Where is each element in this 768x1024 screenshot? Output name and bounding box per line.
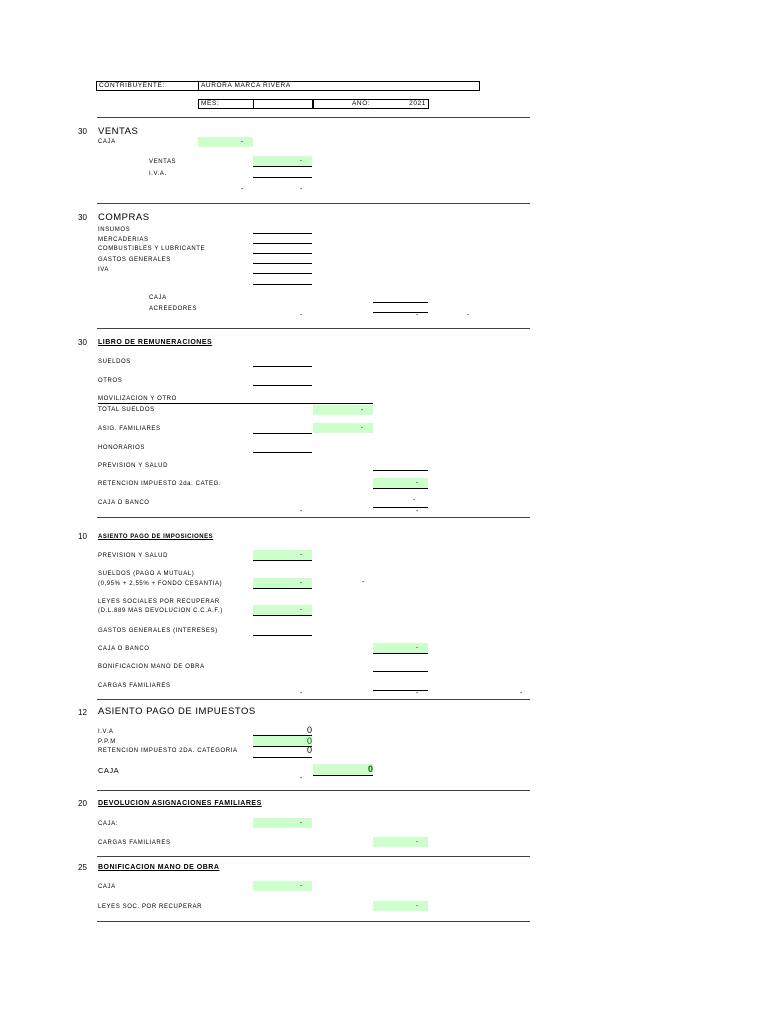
honorarios-underline bbox=[253, 452, 312, 453]
remuneraciones-total-1: - bbox=[300, 508, 303, 515]
insumos-label: INSUMOS bbox=[98, 227, 131, 233]
caja-banco-imp-cell[interactable]: - bbox=[373, 643, 428, 653]
separator bbox=[97, 203, 530, 204]
section-title-devolucion: DEVOLUCION ASIGNACIONES FAMILIARES bbox=[98, 800, 262, 807]
asig-familiares-cell[interactable]: - bbox=[313, 423, 373, 433]
leyes-bonificacion-cell[interactable]: - bbox=[373, 901, 428, 911]
anio-value: 2021 bbox=[409, 100, 426, 107]
asig-underline bbox=[253, 433, 312, 434]
ventas-total-haber: - bbox=[300, 186, 303, 193]
section-title-ventas: VENTAS bbox=[98, 126, 139, 137]
section-title-bonificacion: BONIFICACION MANO DE OBRA bbox=[98, 864, 220, 871]
separator bbox=[97, 921, 530, 922]
leyes-sociales-label: LEYES SOCIALES POR RECUPERAR bbox=[98, 599, 220, 605]
bonificacion-imp-underline bbox=[373, 671, 428, 672]
sueldos-mutual-extra: - bbox=[362, 579, 365, 586]
separator bbox=[97, 790, 530, 791]
section-number: 25 bbox=[78, 863, 87, 872]
caja-bonificacion-cell[interactable]: - bbox=[253, 881, 312, 891]
caja-banco-imp-label: CAJA O BANCO bbox=[98, 646, 150, 652]
imposiciones-total-1: - bbox=[300, 690, 303, 697]
gastos-underline bbox=[253, 263, 312, 264]
otros-label: OTROS bbox=[98, 378, 123, 384]
movilizacion-label: MOVILIZACION Y OTRO bbox=[98, 396, 177, 402]
gastos-intereses-label: GASTOS GENERALES (INTERESES) bbox=[98, 628, 218, 634]
prevision-label: PREVISION Y SALUD bbox=[98, 463, 169, 469]
iva-compras-underline bbox=[253, 273, 312, 274]
contribuyente-label: CONTRIBUYENTE: bbox=[99, 82, 165, 89]
section-number: 30 bbox=[78, 338, 87, 347]
compras-total-1: - bbox=[300, 312, 303, 319]
combustibles-underline bbox=[253, 253, 312, 254]
caja-devolucion-cell[interactable]: - bbox=[253, 818, 312, 828]
separator bbox=[97, 699, 530, 700]
contribuyente-value: AURORA MARCA RIVERA bbox=[201, 82, 291, 89]
bonificacion-imp-label: BONIFICACION MANO DE OBRA bbox=[98, 664, 205, 670]
compras-total-3: - bbox=[467, 312, 470, 319]
sueldos-label: SUELDOS bbox=[98, 359, 131, 365]
leyes-sociales-cell[interactable]: - bbox=[253, 605, 312, 615]
caja-compras-label: CAJA bbox=[149, 295, 167, 301]
sueldos-mutual-cell[interactable]: - bbox=[253, 578, 312, 588]
section-number: 20 bbox=[78, 799, 87, 808]
separator bbox=[97, 328, 530, 329]
leyes-sociales-underline bbox=[253, 615, 312, 616]
sueldos-underline bbox=[253, 366, 312, 367]
leyes-bonificacion-label: LEYES SOC. POR RECUPERAR bbox=[98, 904, 203, 910]
impuestos-total: - bbox=[300, 775, 303, 782]
retencion-label: RETENCION IMPUESTO 2da. CATEG. bbox=[98, 481, 222, 487]
iva-underline bbox=[253, 177, 312, 178]
contribuyente-field[interactable] bbox=[198, 81, 480, 91]
retencion-2da-value[interactable]: 0 bbox=[306, 745, 312, 755]
sueldos-mutual-detail: (0,95% + 2,55% + FONDO CESANTIA) bbox=[98, 581, 223, 587]
acreedores-underline bbox=[373, 312, 428, 313]
ventas-underline bbox=[253, 166, 312, 167]
prevision-imp-underline bbox=[253, 560, 312, 561]
iva-compras-label: IVA bbox=[98, 267, 110, 273]
insumos-underline bbox=[253, 233, 312, 234]
caja-imp-underline bbox=[313, 775, 373, 776]
caja-bonificacion-label: CAJA bbox=[98, 884, 116, 890]
iva-imp-label: I.V.A bbox=[98, 729, 114, 735]
mes-label: MES: bbox=[201, 100, 220, 107]
gastos-generales-label: GASTOS GENERALES bbox=[98, 257, 171, 263]
section-title-imposiciones: ASIENTO PAGO DE IMPOSICIONES bbox=[98, 534, 214, 540]
sueldos-mutual-underline bbox=[253, 588, 312, 589]
caja-label: CAJA bbox=[98, 139, 116, 145]
honorarios-label: HONORARIOS bbox=[98, 445, 146, 451]
ventas-cell[interactable]: - bbox=[253, 156, 312, 166]
section-title-impuestos: ASIENTO PAGO DE IMPUESTOS bbox=[98, 706, 256, 717]
section-number: 12 bbox=[78, 708, 87, 717]
ppm-cell[interactable]: 0 bbox=[253, 736, 312, 746]
anio-box[interactable] bbox=[313, 99, 429, 109]
separator bbox=[97, 517, 530, 518]
ventas-total-debe: - bbox=[241, 186, 244, 193]
retencion-cell[interactable]: - bbox=[373, 478, 428, 488]
prevision-imp-label: PREVISION Y SALUD bbox=[98, 553, 169, 559]
separator bbox=[97, 856, 530, 857]
prevision-imp-cell[interactable]: - bbox=[253, 550, 312, 560]
cargas-devolucion-cell[interactable]: - bbox=[373, 837, 428, 847]
section-number: 30 bbox=[78, 127, 87, 136]
retencion-2da-underline bbox=[253, 757, 312, 758]
section-title-remuneraciones: LIBRO DE REMUNERACIONES bbox=[98, 339, 213, 346]
total-sueldos-label: TOTAL SUELDOS bbox=[98, 407, 155, 413]
iva-label: I.V.A. bbox=[149, 171, 167, 177]
caja-imp-label: CAJA bbox=[98, 766, 120, 775]
remuneraciones-total-2: - bbox=[416, 508, 419, 515]
ventas-label: VENTAS bbox=[149, 159, 177, 165]
caja-imp-cell[interactable]: 0 bbox=[313, 764, 373, 775]
caja-devolucion-label: CAJA: bbox=[98, 821, 119, 827]
caja-banco-imp-underline bbox=[373, 653, 428, 654]
asig-familiares-label: ASIG. FAMILIARES bbox=[98, 426, 161, 432]
caja-compras-underline bbox=[373, 302, 428, 303]
prevision-underline bbox=[373, 470, 428, 471]
leyes-sociales-detail: (D.L.889 MAS DEVOLUCION C.C.A.F.) bbox=[98, 608, 223, 614]
gastos-intereses-underline bbox=[253, 635, 312, 636]
contribuyente-label-box bbox=[96, 81, 199, 91]
separator bbox=[97, 117, 530, 118]
cargas-devolucion-label: CARGAS FAMILIARES bbox=[98, 840, 171, 846]
mercaderias-underline bbox=[253, 243, 312, 244]
caja-cell[interactable]: - bbox=[198, 137, 253, 147]
imposiciones-total-2: - bbox=[416, 690, 419, 697]
mes-label-box bbox=[198, 99, 254, 109]
caja-banco-underline bbox=[373, 507, 428, 508]
anio-label: AÑO: bbox=[352, 100, 371, 107]
otros-underline bbox=[253, 385, 312, 386]
retencion-underline bbox=[373, 488, 428, 489]
section-number: 10 bbox=[78, 532, 87, 541]
imposiciones-total-3: - bbox=[520, 690, 523, 697]
caja-banco-label: CAJA O BANCO bbox=[98, 500, 150, 506]
iva-imp-value[interactable]: 0 bbox=[306, 725, 312, 735]
cargas-imp-underline bbox=[373, 690, 428, 691]
mes-field[interactable] bbox=[253, 99, 313, 109]
caja-banco-value: - bbox=[413, 497, 416, 504]
cargas-imp-label: CARGAS FAMILIARES bbox=[98, 683, 171, 689]
sueldos-mutual-label: SUELDOS (PAGO A MUTUAL) bbox=[98, 571, 195, 577]
ppm-label: P.P.M bbox=[98, 739, 116, 745]
mercaderias-label: MERCADERIAS bbox=[98, 237, 149, 243]
total-sueldos-cell[interactable]: - bbox=[313, 405, 373, 415]
movilizacion-underline bbox=[98, 403, 373, 404]
section-title-compras: COMPRAS bbox=[98, 212, 150, 223]
compras-extra-underline bbox=[253, 284, 312, 285]
section-number: 30 bbox=[78, 213, 87, 222]
combustibles-label: COMBUSTIBLES Y LUBRICANTE bbox=[98, 246, 206, 252]
acreedores-label: ACREEDORES bbox=[149, 306, 198, 312]
retencion-2da-label: RETENCION IMPUESTO 2DA. CATEGORIA bbox=[98, 748, 238, 754]
compras-total-2: - bbox=[416, 312, 419, 319]
